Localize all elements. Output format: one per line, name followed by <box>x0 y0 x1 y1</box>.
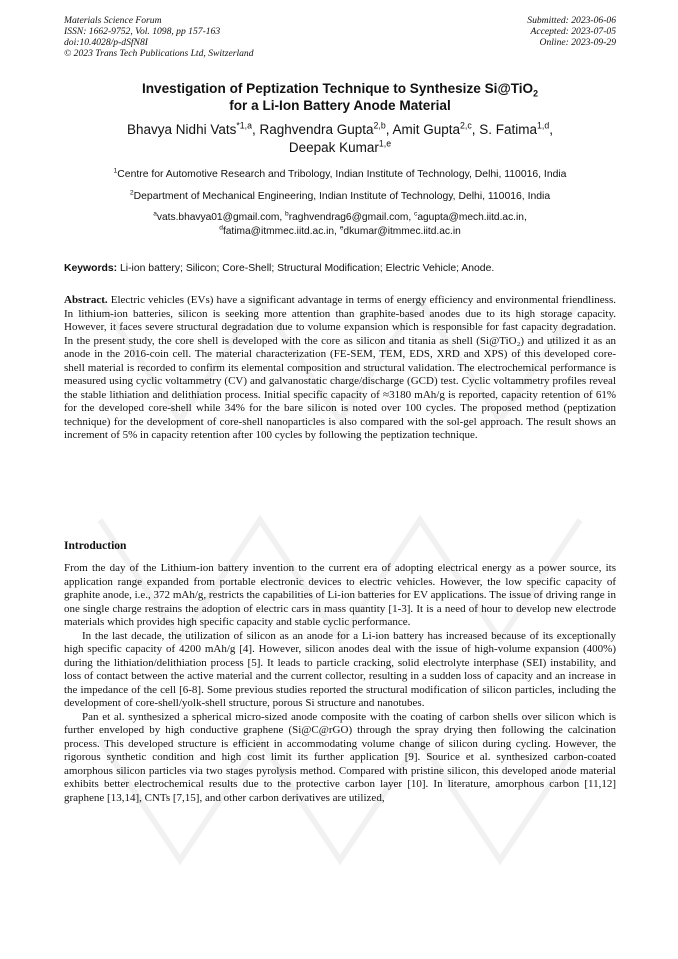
paper-title: Investigation of Peptization Technique to Synthesize Si@TiO$_2$ for a Li-Ion Battery Anode Material <box>141 81 539 113</box>
email-address[interactable]: fatima@itmmec.iitd.ac.in, <box>222 226 340 237</box>
intro-paragraph-3: Pan et al. synthesized a spherical micro-sized anode composite with the coating of carbon shells over silicon which is further enveloped by high conductive graphene (Si@C@rGO) through the spray drying then following the calcination process. This developed structure is efficient in accommodating volume change of silicon during cycling. However, the rigorous synthetic condition and high cost limit its further application [9]. Sourice et al. synthesized carbon-coated amorphous silicon particles via two stages pyrolysis method. Compared with pristine silicon, this developed anode material exhibits better electrochemical results due to the protective carbon layer [10]. In literature, amorphous carbon [11,12] graphene [13,14], CNTs [7,15], and other carbon derivatives are utilized, <box>64 710 616 804</box>
email-mark: b <box>285 210 289 218</box>
email-mark: d <box>219 224 223 232</box>
author-separator: , <box>385 122 393 137</box>
author-affiliation-mark: 1,d <box>537 120 550 131</box>
email-mark: a <box>153 210 157 218</box>
introduction-body <box>64 562 616 805</box>
email-list <box>64 211 616 239</box>
abstract <box>64 294 616 443</box>
email-mark: e <box>339 224 344 232</box>
introduction-heading: Introduction <box>64 540 127 552</box>
intro-paragraph-1: From the day of the Lithium-ion battery invention to the current era of adopting electrical energy as a power source, its application range expanded from portable electronic devices to electric vehicles. However, the low specific capacity of graphite anode, i.e., 372 mAh/g, restricts the capabilities of Li-ion batteries for EV applications. The issue of driving range in one single charge restrains the adoption of electric cars in mass quantity [1-3]. It is a need of hour to develop new electrode materials which provides high specific capacity and stable cyclic performance. <box>64 562 616 628</box>
author-affiliation-mark: 2,c <box>460 120 472 131</box>
author-affiliation-mark: *1,a <box>236 120 252 131</box>
email-row <box>64 225 616 239</box>
author-affiliation-mark: 2,b <box>373 120 386 131</box>
keywords-label: Keywords: <box>64 263 118 274</box>
author-name: Deepak Kumar <box>288 140 379 155</box>
author-name: S. Fatima <box>479 122 538 137</box>
author-name: Bhavya Nidhi Vats <box>127 122 237 137</box>
keywords <box>64 262 624 275</box>
email-row <box>64 211 616 225</box>
journal-info <box>64 15 254 59</box>
author-name: Amit Gupta <box>392 122 461 137</box>
email-address[interactable]: agupta@mech.iitd.ac.in, <box>417 212 527 223</box>
author-separator: , <box>549 122 553 137</box>
email-address[interactable]: raghvendrag6@gmail.com, <box>288 212 415 223</box>
author-separator: , <box>251 122 260 137</box>
abstract-label: Abstract. <box>64 294 108 306</box>
email-address[interactable]: dkumar@itmmec.iitd.ac.in <box>343 226 461 237</box>
journal-name: Materials Science Forum <box>64 15 162 26</box>
doi: doi:10.4028/p-dSfN8I <box>64 37 148 48</box>
author-affiliation-mark: 1,e <box>378 138 392 149</box>
author-name: Raghvendra Gupta <box>259 122 374 137</box>
abstract-text: Electric vehicles (EVs) have a significant advantage in terms of energy efficiency and environmental friendliness. In lithium-ion batteries, silicon is seeking more attention than graphite-based anodes due to its high storage capacity. However, it faces severe structural degradation due to volume expansion which is responsible for fast capacity degradation. In the present study, the core shell is developed with the core as silicon and titania as shell (Si@TiO₂) and utilized it as an anode in the 2016-coin cell. The material characterization (FE-SEM, TEM, EDS, XRD and XPS) of this developed core-shell material is recorded to confirm its elemental composition and structural validation. The electrochemical performance is measured using cyclic voltammetry (CV) and galvanostatic charge/discharge (GCD) test. Cyclic voltammetry profiles reveal the stable lithiation and delithiation process. Initial specific capacity of ≈3180 mAh/g is reported, capacity retention of 61% for the developed core-shell while 34% for the bare silicon is noted over 100 cycles. The proposed method (peptization technique) for the development of core-shell nanoparticles is also compared with the sol-gel approach. The result shows an increment of 5% in capacity retention after 100 cycles by following the peptization technique. <box>64 294 616 441</box>
dates-info <box>527 15 616 48</box>
email-mark: c <box>414 210 418 218</box>
online-date: Online: 2023-09-29 <box>539 37 616 48</box>
author-list <box>64 121 616 157</box>
keywords-text: Li-ion battery; Silicon; Core-Shell; Structural Modification; Electric Vehicle; Anode. <box>117 263 495 274</box>
affiliation-1: $^1$Centre for Automotive Research and Tribology, Indian Institute of Technology, Delhi, 110016, India <box>113 167 567 180</box>
issn: ISSN: 1662-9752, Vol. 1098, pp 157-163 <box>64 26 221 37</box>
accepted-date: Accepted: 2023-07-05 <box>530 26 616 37</box>
copyright: © 2023 Trans Tech Publications Ltd, Switzerland <box>64 48 254 59</box>
affiliation-2: $^2$Department of Mechanical Engineering, Indian Institute of Technology, Delhi, 110016, India <box>129 189 551 202</box>
author-separator: , <box>471 122 480 137</box>
intro-paragraph-2: In the last decade, the utilization of silicon as an anode for a Li-ion battery has increased because of its exceptionally high specific capacity of 4200 mAh/g [4]. However, silicon anodes deal with the issue of high-volume expansion (400%) during the lithiation/delithiation process [5]. It leads to particle cracking, solid electrolyte interphase (SEI) instability, and loss of contact between the active material and the current collector, resulting in a sudden loss of capacity and an increase in the impedance of the cell [6-8]. Some previous studies reported the structural modification of silicon particles, including the development of core-shell/yolk-shell structure, porous Si structure and nanotubes. <box>64 629 616 709</box>
submitted-date: Submitted: 2023-06-06 <box>527 15 616 26</box>
email-address[interactable]: vats.bhavya01@gmail.com, <box>156 212 286 223</box>
